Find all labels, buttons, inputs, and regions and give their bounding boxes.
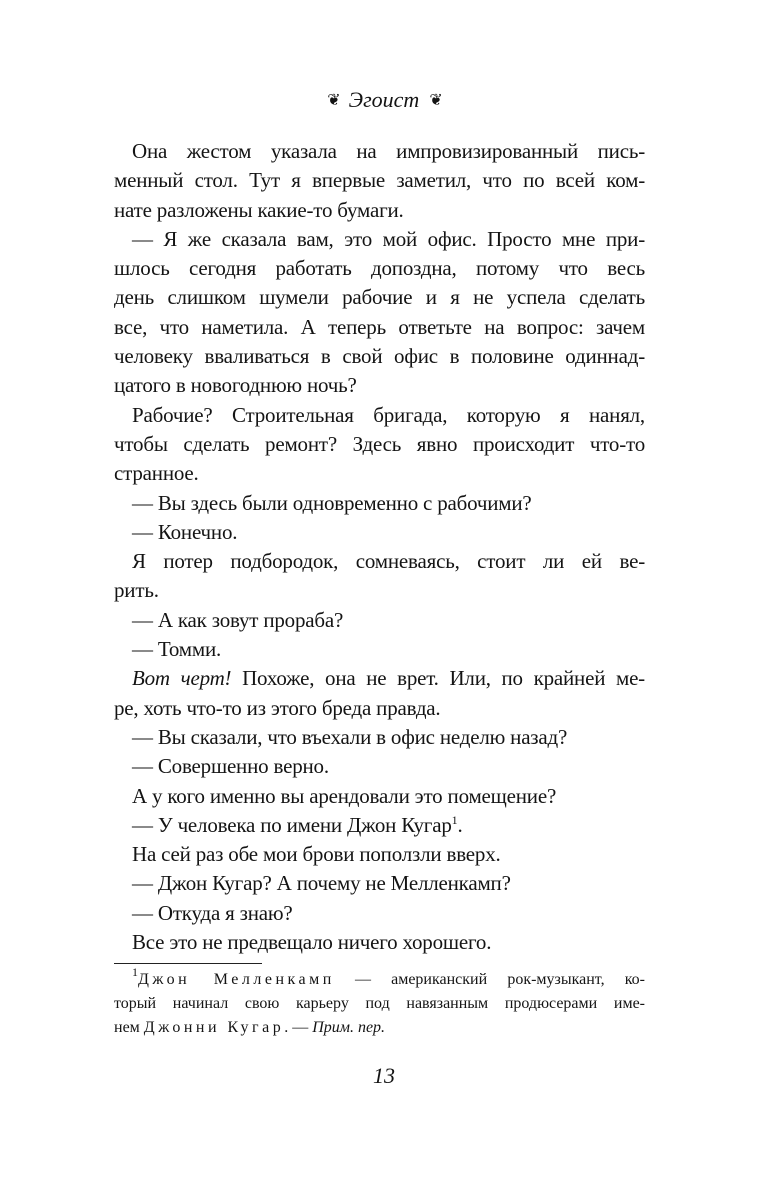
footnote-marker: 1 [132, 965, 138, 979]
text-line: менный стол. Тут я впервые заметил, что по всей ком- [114, 168, 645, 193]
text-line: цатого в новогоднюю ночь? [114, 373, 357, 398]
text-line: — Джон Кугар? А почему не Мелленкамп? [132, 871, 511, 896]
text-line: рить. [114, 578, 159, 603]
running-head [0, 86, 768, 115]
text-line: Она жестом указала на импровизированный пись- [132, 139, 645, 163]
text-line: день слишком шумели рабочие и я не успела сделать [114, 285, 645, 310]
footnote-line [114, 965, 646, 992]
text-line: — Совершенно верно. [132, 754, 329, 779]
text-line: все, что наметила. А теперь ответьте на вопрос: зачем [114, 314, 645, 339]
text-line: Я потер подбородок, сомневаясь, стоит ли ей ве- [132, 549, 645, 574]
text-line-with-emphasis [114, 664, 645, 693]
ornament-left-icon: ❦ [327, 92, 339, 109]
text-line-with-footnote-ref: — У человека по имени Джон Кугар$^1$. [132, 812, 463, 837]
text-line: Рабочие? Строительная бригада, которую я нанял, [132, 402, 645, 427]
text-line: человеку вваливаться в свой офис в половине одиннад- [114, 344, 645, 369]
text-line: — Откуда я знаю? [132, 900, 293, 925]
footnote-line: торый начинал свою карьеру под навязанным продюсерами име- [114, 995, 645, 1012]
running-head-title: Эгоист [348, 87, 420, 112]
text-line: чтобы сделать ремонт? Здесь явно происходит что-то [114, 431, 645, 456]
text-line: — А как зовут прораба? [132, 607, 344, 632]
footnote-divider [114, 963, 262, 964]
text-line: — Конечно. [132, 519, 238, 544]
body-text [114, 137, 645, 957]
footnote-line [114, 1016, 645, 1040]
emphasis-text: Вот черт! [132, 666, 232, 691]
text-line: — Вы здесь были одновременно с рабочими? [132, 490, 532, 515]
footnote [114, 965, 646, 1040]
text-line: Все это не предвещало ничего хорошего. [132, 930, 492, 955]
footnote-name: Джонни Кугар [143, 1019, 285, 1036]
footnote-reference: 1 [451, 812, 458, 827]
text-line-main: — У человека по имени Джон Кугар [132, 812, 452, 837]
footnote-name: Джон Мелленкамп [138, 971, 335, 988]
footnote-text: нем [114, 1019, 144, 1036]
ornament-right-icon: ❦ [429, 92, 441, 109]
text-line: На сей раз обе мои брови поползли вверх. [132, 842, 501, 867]
footnote-text: — американский рок-музыкант, ко- [334, 971, 646, 988]
text-line: А у кого именно вы арендовали это помещение? [132, 783, 557, 808]
text-line: ре, хоть что-то из этого бреда правда. [114, 695, 441, 720]
text-line-rest: Похоже, она не врет. Или, по крайней ме- [242, 666, 645, 691]
text-line: нате разложены какие-то бумаги. [114, 197, 404, 222]
text-line: шлось сегодня работать допоздна, потому что весь [114, 256, 645, 281]
page-number: 13 [373, 1063, 395, 1088]
text-line: — Вы сказали, что въехали в офис неделю назад? [132, 724, 568, 749]
text-line: — Томми. [132, 637, 222, 662]
footnote-text: . — [284, 1019, 313, 1036]
text-line: странное. [114, 461, 199, 486]
translator-note: Прим. пер. [312, 1019, 386, 1036]
text-line: — Я же сказала вам, это мой офис. Просто мне при- [132, 226, 645, 251]
